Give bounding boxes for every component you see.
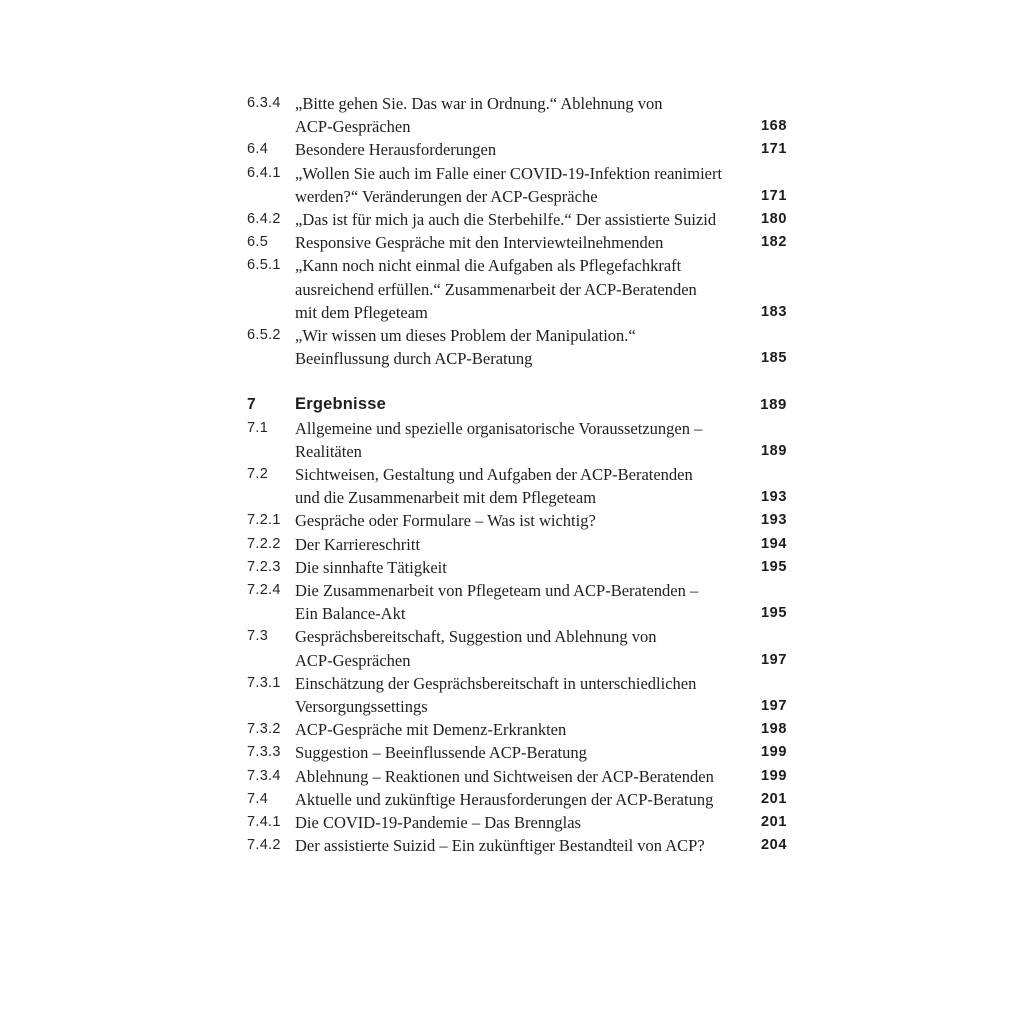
section-number: 7.3 xyxy=(247,628,269,645)
toc-entry-line: und die Zusammenarbeit mit dem Pflegeteam xyxy=(295,488,597,508)
toc-entry xyxy=(247,834,787,857)
toc-list xyxy=(247,92,787,858)
toc-entry-title xyxy=(295,788,761,811)
toc-entry-title xyxy=(295,208,761,231)
page-number: 193 xyxy=(761,489,787,506)
section-number: 7.2.3 xyxy=(247,558,281,575)
toc-entry-line: Beeinflussung durch ACP-Beratung xyxy=(295,349,533,369)
toc-entry xyxy=(247,208,787,231)
toc-entry-title xyxy=(295,463,761,509)
toc-entry-title xyxy=(295,741,761,764)
toc-entry-line: werden?“ Veränderungen der ACP-Gespräche xyxy=(295,186,598,206)
toc-entry-line: Ein Balance-Akt xyxy=(295,604,406,624)
toc-entry xyxy=(247,741,787,764)
toc-entry xyxy=(247,811,787,834)
toc-entry-line: Responsive Gespräche mit den Interviewteilnehmenden xyxy=(295,233,664,253)
toc-entry-title xyxy=(295,417,761,463)
toc-entry-title xyxy=(295,533,761,556)
toc-entry-line: „Kann noch nicht einmal die Aufgaben als Pflegefachkraft xyxy=(295,256,682,276)
page-number: 180 xyxy=(761,211,787,228)
toc-entry-line: „Wollen Sie auch im Falle einer COVID-19-Infektion reanimiert xyxy=(295,163,723,183)
toc-entry-title xyxy=(295,579,761,625)
toc-entry xyxy=(247,138,787,161)
section-number: 7.3.2 xyxy=(247,721,281,738)
section-number: 6.4.1 xyxy=(247,164,281,181)
toc-entry xyxy=(247,579,787,625)
toc-entry-title xyxy=(295,393,760,416)
section-number: 7.2.4 xyxy=(247,582,281,599)
page-number: 182 xyxy=(761,234,787,251)
toc-entry-line: „Bitte gehen Sie. Das war in Ordnung.“ Ablehnung von xyxy=(295,94,663,113)
toc-entry-line: ACP-Gesprächen xyxy=(295,117,411,137)
toc-entry-title xyxy=(295,509,761,532)
section-number: 6.4 xyxy=(247,141,269,158)
toc-entry-line: Die sinnhafte Tätigkeit xyxy=(295,557,447,577)
section-number: 7 xyxy=(247,396,256,414)
toc-entry-line: ACP-Gespräche mit Demenz-Erkrankten xyxy=(295,720,567,740)
toc-entry-line: Der Karriereschritt xyxy=(295,534,421,554)
toc-entry-line: Versorgungssettings xyxy=(295,697,428,717)
toc-entry-title xyxy=(295,811,761,834)
page-number: 189 xyxy=(761,442,787,459)
toc-entry xyxy=(247,556,787,579)
section-number: 7.2 xyxy=(247,466,269,483)
section-number: 7.3.1 xyxy=(247,674,281,691)
section-number: 7.2.2 xyxy=(247,535,281,552)
toc-entry-title xyxy=(295,556,761,579)
section-number: 7.3.3 xyxy=(247,744,281,761)
section-number: 6.5.1 xyxy=(247,257,281,274)
toc-entry xyxy=(247,509,787,532)
toc-entry-line: Gespräche oder Formulare – Was ist wichtig? xyxy=(295,511,596,531)
page-number: 185 xyxy=(761,350,787,367)
page-number: 171 xyxy=(761,187,787,204)
toc-entry-line: mit dem Pflegeteam xyxy=(295,302,428,322)
toc-entry xyxy=(247,463,787,509)
toc-entry xyxy=(247,788,787,811)
toc-entry-line: Der assistierte Suizid – Ein zukünftiger Bestandteil von ACP? xyxy=(295,836,705,856)
toc-entry xyxy=(247,765,787,788)
page-number: 183 xyxy=(761,303,787,320)
page-number: 198 xyxy=(761,721,787,738)
section-number: 7.1 xyxy=(247,419,269,436)
page-number: 201 xyxy=(761,814,787,831)
page-number: 171 xyxy=(761,141,787,158)
toc-entry-line: Ergebnisse xyxy=(295,395,386,414)
toc-entry xyxy=(247,533,787,556)
section-number: 6.5.2 xyxy=(247,327,281,344)
toc-entry-line: Die Zusammenarbeit von Pflegeteam und ACP-Beratenden – xyxy=(295,581,699,601)
toc-entry-title xyxy=(295,231,761,254)
toc-entry xyxy=(247,162,787,208)
page-number: 201 xyxy=(761,790,787,807)
toc-entry-line: Allgemeine und spezielle organisatorische Voraussetzungen – xyxy=(295,418,703,438)
section-number: 6.5 xyxy=(247,234,269,251)
page-number: 194 xyxy=(761,535,787,552)
toc-entry-line: „Das ist für mich ja auch die Sterbehilfe.“ Der assistierte Suizid xyxy=(295,210,717,230)
toc-entry-line: Einschätzung der Gesprächsbereitschaft in unterschiedlichen xyxy=(295,673,697,693)
page-number: 199 xyxy=(761,744,787,761)
page-number: 195 xyxy=(761,605,787,622)
toc-entry-title xyxy=(295,765,761,788)
toc-entry-line: Die COVID-19-Pandemie – Das Brennglas xyxy=(295,813,581,833)
toc-entry xyxy=(247,254,787,324)
section-number: 7.4.1 xyxy=(247,814,281,831)
toc-entry-line: „Wir wissen um dieses Problem der Manipulation.“ xyxy=(295,326,636,346)
page-number: 199 xyxy=(761,767,787,784)
toc-entry-title xyxy=(295,162,761,208)
toc-entry-title xyxy=(295,672,761,718)
section-number: 7.2.1 xyxy=(247,512,281,529)
toc-entry-line: Aktuelle und zukünftige Herausforderungen der ACP-Beratung xyxy=(295,789,714,809)
toc-entry xyxy=(247,417,787,463)
toc-entry xyxy=(247,672,787,718)
section-number: 6.3.4 xyxy=(247,95,281,111)
toc-entry-title xyxy=(295,254,761,324)
toc-entry-line: Sichtweisen, Gestaltung und Aufgaben der ACP-Beratenden xyxy=(295,465,693,485)
toc-entry-line: Suggestion – Beeinflussende ACP-Beratung xyxy=(295,743,587,763)
toc-entry xyxy=(247,231,787,254)
page-number: 189 xyxy=(760,396,787,414)
toc-entry-line: ACP-Gesprächen xyxy=(295,650,411,670)
toc-entry-title xyxy=(295,92,761,138)
toc-entry-line: Realitäten xyxy=(295,441,362,461)
section-number: 7.4 xyxy=(247,790,269,807)
toc-entry-line: Ablehnung – Reaktionen und Sichtweisen der ACP-Beratenden xyxy=(295,766,714,786)
toc-entry-title xyxy=(295,138,761,161)
section-number: 7.3.4 xyxy=(247,767,281,784)
toc-entry xyxy=(247,324,787,370)
page-number: 204 xyxy=(761,837,787,854)
page-number: 193 xyxy=(761,512,787,529)
section-number: 7.4.2 xyxy=(247,837,281,854)
toc-entry-title xyxy=(295,324,761,370)
toc-entry-line: ausreichend erfüllen.“ Zusammenarbeit der ACP-Beratenden xyxy=(295,279,697,299)
toc-entry-line: Besondere Herausforderungen xyxy=(295,140,497,160)
page-number: 197 xyxy=(761,698,787,715)
toc-entry xyxy=(247,625,787,671)
toc-entry-line: Gesprächsbereitschaft, Suggestion und Ablehnung von xyxy=(295,627,657,647)
section-number: 6.4.2 xyxy=(247,211,281,228)
toc-entry-title xyxy=(295,718,761,741)
toc-entry xyxy=(247,393,787,416)
page-number: 168 xyxy=(761,118,787,135)
page-number: 195 xyxy=(761,558,787,575)
toc-entry-title xyxy=(295,834,761,857)
page-number: 197 xyxy=(761,651,787,668)
toc-entry xyxy=(247,718,787,741)
toc-entry xyxy=(247,92,787,138)
toc-entry-title xyxy=(295,625,761,671)
